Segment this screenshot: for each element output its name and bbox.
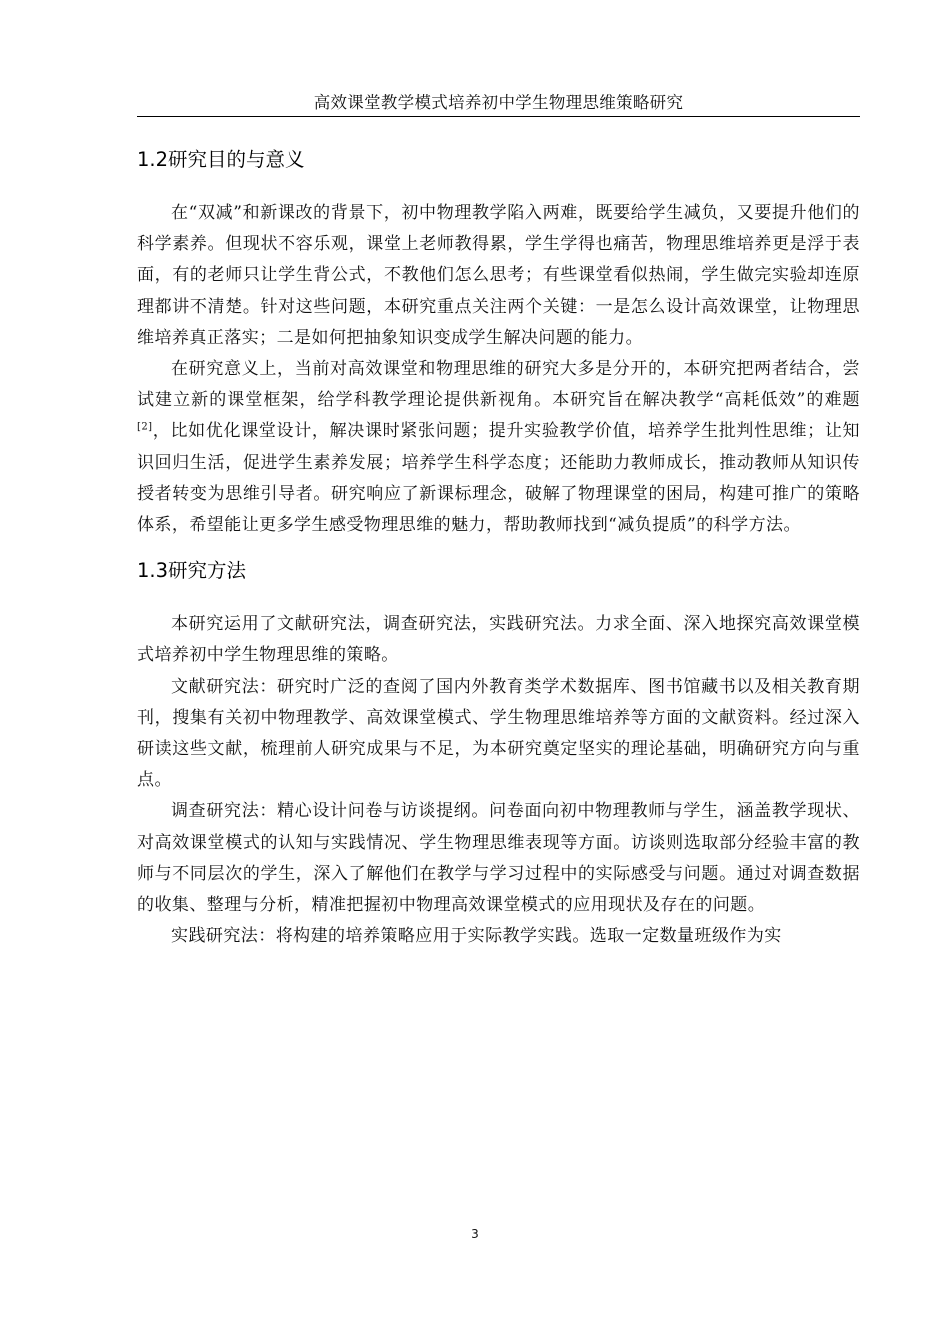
paragraph-text-before-citation: 在研究意义上，当前对高效课堂和物理思维的研究大多是分开的，本研究把两者结合，尝试建立新的课堂框架，给学科教学理论提供新视角。本研究旨在解决教学“高耗低效”的难题 bbox=[137, 359, 860, 411]
document-body bbox=[137, 130, 860, 952]
page-header: 高效课堂教学模式培养初中学生物理思维策略研究 bbox=[137, 92, 860, 117]
page-number: 3 bbox=[471, 1227, 479, 1241]
citation-marker: [2] bbox=[137, 421, 153, 433]
section-heading-1-3: 1.3研究方法 bbox=[137, 559, 247, 583]
paragraph-with-citation bbox=[137, 354, 860, 541]
section-heading-1-2: 1.2研究目的与意义 bbox=[137, 148, 305, 171]
paragraph: 实践研究法：将构建的培养策略应用于实际教学实践。选取一定数量班级作为实 bbox=[171, 926, 782, 947]
paragraph-text-after-citation: ，比如优化课堂设计，解决课时紧张问题；提升实验教学价值，培养学生批判性思维；让知识回归生活，促进学生素养发展；培养学生科学态度；还能助力教师成长，推动教师从知识传授者转变为思维引导者。研究响应了新课标理念，破解了物理课堂的困局，构建可推广的策略体系，希望能让更多学生感受物理思维的魅力，帮助教师找到“减负提质”的科学方法。 bbox=[137, 421, 860, 536]
paragraph: 文献研究法：研究时广泛的查阅了国内外教育类学术数据库、图书馆藏书以及相关教育期刊，搜集有关初中物理教学、高效课堂模式、学生物理思维培养等方面的文献资料。经过深入研读这些文献，梳理前人研究成果与不足，为本研究奠定坚实的理论基础，明确研究方向与重点。 bbox=[137, 676, 860, 791]
paragraph: 调查研究法：精心设计问卷与访谈提纲。问卷面向初中物理教师与学生，涵盖教学现状、对高效课堂模式的认知与实践情况、学生物理思维表现等方面。访谈则选取部分经验丰富的教师与不同层次的学生，深入了解他们在教学与学习过程中的实际感受与问题。通过对调查数据的收集、整理与分析，精准把握初中物理高效课堂模式的应用现状及存在的问题。 bbox=[137, 801, 860, 916]
paragraph: 本研究运用了文献研究法，调查研究法，实践研究法。力求全面、深入地探究高效课堂模式培养初中学生物理思维的策略。 bbox=[137, 614, 860, 666]
paragraph: 在“双减”和新课改的背景下，初中物理教学陷入两难，既要给学生减负，又要提升他们的科学素养。但现状不容乐观，课堂上老师教得累，学生学得也痛苦，物理思维培养更是浮于表面，有的老师只让学生背公式，不教他们怎么思考；有些课堂看似热闹，学生做完实验却连原理都讲不清楚。针对这些问题，本研究重点关注两个关键：一是怎么设计高效课堂，让物理思维培养真正落实；二是如何把抽象知识变成学生解决问题的能力。 bbox=[137, 203, 860, 348]
